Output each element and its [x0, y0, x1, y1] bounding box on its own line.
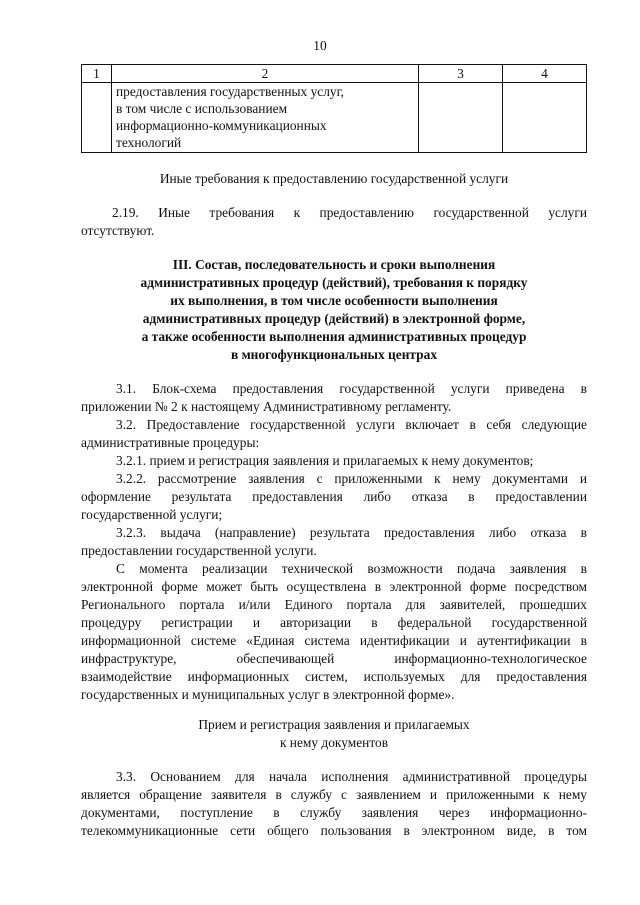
paragraph-2-19-line: 2.19. Иные требования к предоставлению государственной услуги: [112, 205, 587, 220]
paragraph-3-3-line: документами, поступление в службу заявления через информационно-: [81, 805, 587, 820]
paragraph-electronic-line: С момента реализации технической возможности подача заявления в: [116, 561, 587, 576]
section-iii-heading-line: а также особенности выполнения административных процедур: [141, 329, 527, 344]
section-iii-heading-line: их выполнения, в том числе особенности выполнения: [170, 293, 498, 308]
paragraph-electronic-line: Регионального портала и/или Единого портала для заявителей, прошедших: [81, 597, 587, 612]
table-cell: [419, 83, 503, 153]
subheading-reception-line: к нему документов: [279, 735, 389, 750]
paragraph-3-2-2-line: 3.2.2. рассмотрение заявления с приложенными к нему документами и: [116, 471, 587, 486]
section-iii-heading-line: III. Состав, последовательность и сроки выполнения: [172, 257, 496, 272]
table-header-cell: 3: [419, 65, 503, 83]
table-header-cell: 2: [112, 65, 419, 83]
paragraph-3-1-line: 3.1. Блок-схема предоставления государственной услуги приведена в: [116, 381, 587, 396]
page-number: 10: [313, 38, 327, 53]
paragraph-3-2-2-line: государственной услуги;: [81, 507, 223, 522]
paragraph-electronic-line: процедуру регистрации и авторизации в федеральной государственной: [81, 615, 587, 630]
table-cell: [82, 83, 112, 153]
subheading-reception-line: Прием и регистрация заявления и прилагаемых: [198, 717, 470, 732]
table-row: [82, 83, 587, 153]
paragraph-3-2-3-line: 3.2.3. выдача (направление) результата предоставления либо отказа в: [116, 525, 587, 540]
paragraph-2-19-line: отсутствуют.: [81, 223, 155, 238]
paragraph-electronic-line: электронной форме может быть осуществлена в электронной форме посредством: [81, 579, 587, 594]
paragraph-3-2-line: 3.2. Предоставление государственной услуги включает в себя следующие: [116, 417, 587, 432]
section-iii-heading-line: административных процедур (действий), требования к порядку: [140, 275, 528, 290]
paragraph-electronic-line: взаимодействие информационных систем, используемых для предоставления: [81, 669, 587, 684]
table-header-row: [82, 65, 587, 83]
table-cell-line: информационно-коммуникационных: [116, 118, 327, 133]
paragraph-3-2-1-line: 3.2.1. прием и регистрация заявления и прилагаемых к нему документов;: [116, 453, 534, 468]
section-iii-heading-line: в многофункциональных центрах: [230, 347, 438, 362]
section-subheading-other-requirements: Иные требования к предоставлению государственной услуги: [159, 171, 509, 186]
paragraph-3-3-line: является обращение заявителя в службу с заявлением и приложенными к нему: [81, 787, 587, 802]
paragraph-3-2-line: административные процедуры:: [81, 435, 260, 450]
paragraph-electronic-line: информационной системе «Единая система идентификации и аутентификации в: [81, 633, 587, 648]
paragraph-3-2-2-line: оформление результата предоставления либо отказа в предоставлении: [81, 489, 587, 504]
paragraph-3-1-line: приложении № 2 к настоящему Административному регламенту.: [81, 399, 452, 414]
table-cell-line: в том числе с использованием: [116, 101, 288, 116]
paragraph-electronic-line: инфраструктуре, обеспечивающей информационно-технологическое: [81, 651, 587, 666]
table-cell: [503, 83, 587, 153]
table-cell-line: предоставления государственных услуг,: [116, 84, 344, 99]
table-cell: [112, 83, 419, 153]
section-iii-heading-line: административных процедур (действий) в электронной форме,: [142, 311, 526, 326]
paragraph-3-3-line: 3.3. Основанием для начала исполнения административной процедуры: [116, 769, 587, 784]
paragraph-3-3-line: телекоммуникационные сети общего пользования в электронном виде, в том: [81, 823, 587, 838]
paragraph-electronic-line: государственных и муниципальных услуг в электронной форме».: [81, 687, 455, 702]
paragraph-3-2-3-line: предоставлении государственной услуги.: [81, 543, 317, 558]
table-header-cell: 1: [82, 65, 112, 83]
continuation-table: [81, 64, 587, 153]
table-cell-line: технологий: [116, 135, 182, 150]
table-header-cell: 4: [503, 65, 587, 83]
